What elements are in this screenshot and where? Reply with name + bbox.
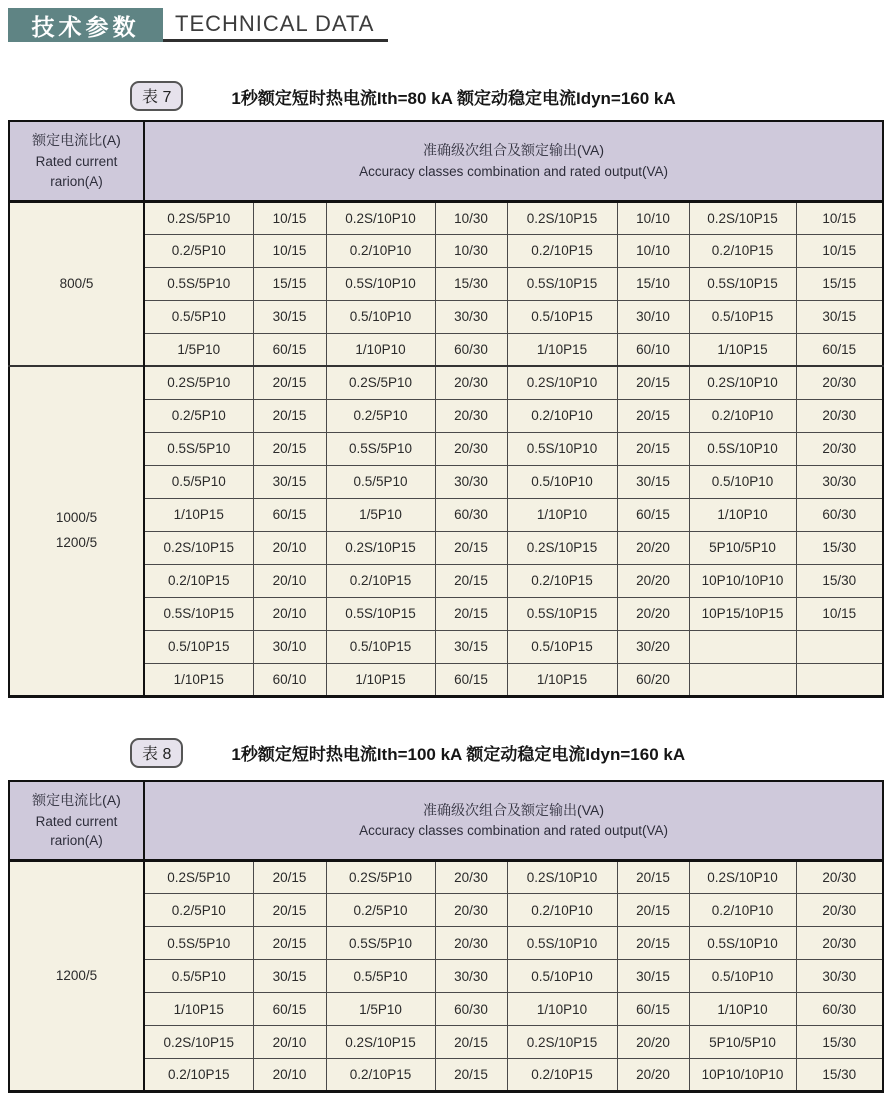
accuracy-class-cell: 1/10P15 — [144, 498, 253, 531]
accuracy-class-cell: 0.2/10P10 — [326, 234, 435, 267]
ratio-value: 1200/5 — [55, 534, 98, 550]
rated-output-cell: 30/15 — [796, 300, 883, 333]
rated-output-cell: 20/20 — [617, 1059, 689, 1092]
rated-output-cell: 10/30 — [435, 201, 507, 234]
rated-output-cell: 20/30 — [796, 861, 883, 894]
rated-output-cell: 60/15 — [253, 333, 326, 366]
rated-output-cell: 20/30 — [435, 366, 507, 399]
accuracy-class-cell: 0.5/10P10 — [326, 300, 435, 333]
rated-output-cell: 60/15 — [617, 498, 689, 531]
accuracy-class-cell: 0.5/5P10 — [144, 960, 253, 993]
accuracy-class-cell: 0.5S/5P10 — [326, 432, 435, 465]
accuracy-class-cell: 0.5/10P10 — [507, 960, 617, 993]
rated-output-cell: 20/15 — [253, 366, 326, 399]
rated-output-cell: 20/15 — [253, 927, 326, 960]
rated-output-cell: 60/15 — [796, 333, 883, 366]
ratio-cell — [9, 201, 144, 366]
rated-output-cell: 20/15 — [435, 597, 507, 630]
rated-output-cell: 20/30 — [435, 894, 507, 927]
table7-row — [9, 366, 883, 399]
rated-output-cell: 30/10 — [253, 630, 326, 663]
accuracy-header-zh: 准确级次组合及额定输出(VA) — [423, 142, 604, 159]
rated-output-cell: 20/10 — [253, 1059, 326, 1092]
accuracy-class-cell: 0.2/10P15 — [144, 1059, 253, 1092]
accuracy-class-cell: 0.2S/10P10 — [689, 366, 796, 399]
rated-output-cell: 15/30 — [435, 267, 507, 300]
accuracy-class-cell: 1/5P10 — [144, 333, 253, 366]
rated-output-cell: 15/30 — [796, 1026, 883, 1059]
table7-badge: 表 7 — [130, 81, 183, 111]
rated-output-cell: 20/15 — [617, 861, 689, 894]
accuracy-header-zh: 准确级次组合及额定输出(VA) — [423, 801, 604, 818]
accuracy-class-cell: 0.2/10P10 — [689, 399, 796, 432]
table7-header-row — [9, 121, 883, 201]
rated-output-cell: 20/10 — [253, 1026, 326, 1059]
ratio-header-en2: rarion(A) — [50, 173, 103, 189]
accuracy-class-cell: 5P10/5P10 — [689, 1026, 796, 1059]
rated-output-cell: 60/30 — [435, 333, 507, 366]
accuracy-class-cell: 1/10P15 — [144, 663, 253, 696]
rated-output-cell: 20/15 — [617, 432, 689, 465]
accuracy-class-cell: 0.2S/10P15 — [507, 531, 617, 564]
accuracy-class-cell: 0.5/10P10 — [689, 465, 796, 498]
rated-output-cell: 60/30 — [796, 498, 883, 531]
accuracy-column-header — [144, 781, 883, 861]
accuracy-class-cell: 0.5/10P15 — [144, 630, 253, 663]
rated-output-cell: 60/15 — [253, 498, 326, 531]
accuracy-class-cell: 0.5S/10P15 — [507, 597, 617, 630]
accuracy-class-cell: 0.2S/5P10 — [144, 366, 253, 399]
rated-output-cell: 10/15 — [253, 201, 326, 234]
accuracy-class-cell: 1/10P15 — [326, 663, 435, 696]
rated-output-cell: 30/15 — [253, 960, 326, 993]
rated-output-cell — [796, 663, 883, 696]
accuracy-class-cell: 0.2/10P10 — [689, 894, 796, 927]
accuracy-class-cell: 0.5/5P10 — [144, 300, 253, 333]
accuracy-class-cell: 0.2/5P10 — [326, 894, 435, 927]
rated-output-cell: 30/15 — [253, 300, 326, 333]
rated-output-cell: 15/15 — [253, 267, 326, 300]
rated-output-cell: 30/30 — [435, 465, 507, 498]
rated-output-cell: 60/30 — [435, 498, 507, 531]
accuracy-class-cell: 1/10P10 — [507, 993, 617, 1026]
accuracy-class-cell: 1/10P15 — [689, 333, 796, 366]
accuracy-class-cell: 0.2S/5P10 — [326, 861, 435, 894]
accuracy-class-cell: 0.2S/10P10 — [689, 861, 796, 894]
rated-output-cell: 20/15 — [435, 1026, 507, 1059]
accuracy-class-cell: 0.2S/5P10 — [326, 366, 435, 399]
accuracy-class-cell: 0.5S/10P15 — [689, 267, 796, 300]
accuracy-class-cell: 0.2/5P10 — [144, 894, 253, 927]
accuracy-class-cell: 0.2/10P10 — [507, 894, 617, 927]
rated-output-cell: 20/15 — [617, 894, 689, 927]
rated-output-cell: 20/10 — [253, 564, 326, 597]
table7 — [8, 120, 884, 698]
accuracy-class-cell: 0.2S/5P10 — [144, 201, 253, 234]
accuracy-class-cell: 0.2S/10P15 — [507, 1026, 617, 1059]
rated-output-cell: 20/15 — [617, 399, 689, 432]
table8-title-row — [130, 738, 890, 768]
accuracy-class-cell: 0.5S/10P10 — [689, 927, 796, 960]
accuracy-class-cell: 0.2S/10P10 — [507, 861, 617, 894]
rated-output-cell: 30/10 — [617, 300, 689, 333]
accuracy-class-cell: 0.5/10P15 — [507, 300, 617, 333]
rated-output-cell: 30/30 — [435, 960, 507, 993]
rated-output-cell: 20/15 — [617, 927, 689, 960]
accuracy-class-cell: 0.2S/10P15 — [144, 531, 253, 564]
rated-output-cell: 20/30 — [435, 861, 507, 894]
rated-output-cell: 20/30 — [796, 366, 883, 399]
rated-output-cell: 15/15 — [796, 267, 883, 300]
rated-output-cell — [796, 630, 883, 663]
rated-output-cell: 10/15 — [796, 234, 883, 267]
rated-output-cell: 20/15 — [435, 531, 507, 564]
accuracy-class-cell: 0.5/10P15 — [689, 300, 796, 333]
rated-output-cell: 20/15 — [253, 894, 326, 927]
accuracy-class-cell: 1/10P15 — [144, 993, 253, 1026]
rated-output-cell: 20/20 — [617, 564, 689, 597]
accuracy-class-cell: 1/10P10 — [326, 333, 435, 366]
accuracy-class-cell: 0.2/10P15 — [507, 564, 617, 597]
rated-output-cell: 60/15 — [435, 663, 507, 696]
table8-badge: 表 8 — [130, 738, 183, 768]
rated-output-cell: 20/15 — [253, 399, 326, 432]
ratio-column-header — [9, 781, 144, 861]
rated-output-cell: 10/10 — [617, 234, 689, 267]
ratio-column-header — [9, 121, 144, 201]
rated-output-cell: 30/30 — [796, 465, 883, 498]
accuracy-class-cell: 0.5S/10P10 — [507, 432, 617, 465]
accuracy-class-cell: 0.5S/10P15 — [507, 267, 617, 300]
page-title-en: TECHNICAL DATA — [163, 8, 388, 42]
rated-output-cell: 20/15 — [253, 861, 326, 894]
rated-output-cell: 15/30 — [796, 564, 883, 597]
accuracy-class-cell: 1/10P10 — [689, 993, 796, 1026]
rated-output-cell: 60/15 — [253, 993, 326, 1026]
rated-output-cell: 60/30 — [435, 993, 507, 1026]
accuracy-class-cell: 0.2/10P15 — [507, 234, 617, 267]
accuracy-class-cell: 0.2S/10P15 — [689, 201, 796, 234]
accuracy-class-cell: 0.2/5P10 — [326, 399, 435, 432]
rated-output-cell: 10/15 — [253, 234, 326, 267]
table7-title: 1秒额定短时热电流Ith=80 kA 额定动稳定电流Idyn=160 kA — [231, 88, 676, 108]
accuracy-class-cell: 0.2/10P15 — [144, 564, 253, 597]
accuracy-class-cell: 0.2/5P10 — [144, 399, 253, 432]
rated-output-cell: 20/30 — [796, 894, 883, 927]
accuracy-class-cell: 0.2S/10P10 — [326, 201, 435, 234]
accuracy-class-cell: 0.2S/10P15 — [144, 1026, 253, 1059]
accuracy-class-cell: 0.2/10P15 — [326, 1059, 435, 1092]
rated-output-cell: 20/20 — [617, 597, 689, 630]
accuracy-header-en: Accuracy classes combination and rated output(VA) — [359, 823, 668, 839]
accuracy-class-cell: 1/5P10 — [326, 498, 435, 531]
ratio-header-en1: Rated current — [35, 813, 118, 829]
accuracy-class-cell: 10P15/10P15 — [689, 597, 796, 630]
accuracy-class-cell: 0.2S/10P10 — [507, 366, 617, 399]
table8-header-row — [9, 781, 883, 861]
accuracy-class-cell: 0.2/5P10 — [144, 234, 253, 267]
accuracy-class-cell: 1/5P10 — [326, 993, 435, 1026]
accuracy-class-cell: 0.2S/10P15 — [507, 201, 617, 234]
rated-output-cell: 20/10 — [253, 597, 326, 630]
table8-title: 1秒额定短时热电流Ith=100 kA 额定动稳定电流Idyn=160 kA — [231, 745, 686, 764]
rated-output-cell: 20/30 — [796, 432, 883, 465]
rated-output-cell: 30/15 — [617, 465, 689, 498]
accuracy-class-cell: 0.5S/5P10 — [144, 267, 253, 300]
accuracy-class-cell: 0.5S/10P10 — [689, 432, 796, 465]
rated-output-cell: 20/30 — [435, 432, 507, 465]
accuracy-class-cell: 0.2S/10P15 — [326, 531, 435, 564]
accuracy-class-cell: 0.5S/5P10 — [144, 927, 253, 960]
rated-output-cell: 15/10 — [617, 267, 689, 300]
accuracy-class-cell — [689, 630, 796, 663]
rated-output-cell: 20/10 — [253, 531, 326, 564]
accuracy-class-cell: 1/10P10 — [507, 498, 617, 531]
table8-row — [9, 861, 883, 894]
accuracy-class-cell: 0.5S/5P10 — [326, 927, 435, 960]
accuracy-class-cell: 1/10P15 — [507, 333, 617, 366]
rated-output-cell: 10/15 — [796, 201, 883, 234]
accuracy-class-cell: 0.5S/10P10 — [326, 267, 435, 300]
accuracy-class-cell: 0.2/10P15 — [507, 1059, 617, 1092]
rated-output-cell: 20/30 — [435, 927, 507, 960]
accuracy-class-cell: 10P10/10P10 — [689, 1059, 796, 1092]
table7-row — [9, 201, 883, 234]
rated-output-cell: 20/30 — [435, 399, 507, 432]
ratio-cell — [9, 861, 144, 1092]
accuracy-class-cell: 0.5/10P10 — [689, 960, 796, 993]
ratio-header-en2: rarion(A) — [50, 833, 103, 849]
accuracy-class-cell: 0.2S/5P10 — [144, 861, 253, 894]
rated-output-cell: 20/15 — [435, 564, 507, 597]
rated-output-cell: 20/30 — [796, 927, 883, 960]
accuracy-class-cell: 0.5S/10P15 — [326, 597, 435, 630]
rated-output-cell: 30/15 — [253, 465, 326, 498]
ratio-value: 1000/5 — [55, 510, 98, 526]
rated-output-cell: 15/30 — [796, 531, 883, 564]
rated-output-cell: 15/30 — [796, 1059, 883, 1092]
ratio-header-zh: 额定电流比(A) — [32, 132, 121, 149]
accuracy-class-cell: 0.2S/10P15 — [326, 1026, 435, 1059]
rated-output-cell: 60/10 — [253, 663, 326, 696]
accuracy-class-cell: 0.2/10P15 — [689, 234, 796, 267]
ratio-cell — [9, 366, 144, 696]
ratio-value: 1200/5 — [55, 967, 98, 983]
accuracy-class-cell: 0.2/10P15 — [326, 564, 435, 597]
rated-output-cell: 20/15 — [617, 366, 689, 399]
ratio-header-en1: Rated current — [35, 154, 118, 170]
accuracy-class-cell: 0.5/5P10 — [144, 465, 253, 498]
accuracy-class-cell: 0.5S/10P10 — [507, 927, 617, 960]
rated-output-cell: 20/30 — [796, 399, 883, 432]
rated-output-cell: 20/20 — [617, 531, 689, 564]
rated-output-cell: 60/30 — [796, 993, 883, 1026]
rated-output-cell: 30/30 — [435, 300, 507, 333]
accuracy-class-cell: 0.2/10P10 — [507, 399, 617, 432]
accuracy-class-cell — [689, 663, 796, 696]
accuracy-class-cell: 0.5/5P10 — [326, 960, 435, 993]
rated-output-cell: 10/15 — [796, 597, 883, 630]
page-title-zh: 技术参数 — [8, 8, 163, 42]
rated-output-cell: 20/15 — [435, 1059, 507, 1092]
accuracy-class-cell: 5P10/5P10 — [689, 531, 796, 564]
accuracy-header-en: Accuracy classes combination and rated output(VA) — [359, 163, 668, 179]
rated-output-cell: 10/30 — [435, 234, 507, 267]
rated-output-cell: 60/20 — [617, 663, 689, 696]
accuracy-class-cell: 10P10/10P10 — [689, 564, 796, 597]
accuracy-class-cell: 0.5S/5P10 — [144, 432, 253, 465]
rated-output-cell: 60/15 — [617, 993, 689, 1026]
rated-output-cell: 20/20 — [617, 1026, 689, 1059]
ratio-header-zh: 额定电流比(A) — [32, 791, 121, 808]
accuracy-class-cell: 0.5/10P15 — [507, 630, 617, 663]
accuracy-class-cell: 0.5/10P15 — [326, 630, 435, 663]
table8 — [8, 780, 884, 1094]
rated-output-cell: 30/20 — [617, 630, 689, 663]
rated-output-cell: 30/15 — [435, 630, 507, 663]
accuracy-class-cell: 0.5S/10P15 — [144, 597, 253, 630]
rated-output-cell: 10/10 — [617, 201, 689, 234]
accuracy-class-cell: 1/10P15 — [507, 663, 617, 696]
accuracy-column-header — [144, 121, 883, 201]
table7-title-row — [130, 81, 890, 111]
accuracy-class-cell: 1/10P10 — [689, 498, 796, 531]
rated-output-cell: 30/15 — [617, 960, 689, 993]
rated-output-cell: 20/15 — [253, 432, 326, 465]
rated-output-cell: 30/30 — [796, 960, 883, 993]
accuracy-class-cell: 0.5/5P10 — [326, 465, 435, 498]
ratio-value: 800/5 — [59, 275, 94, 291]
rated-output-cell: 60/10 — [617, 333, 689, 366]
accuracy-class-cell: 0.5/10P10 — [507, 465, 617, 498]
page-header — [8, 8, 890, 42]
